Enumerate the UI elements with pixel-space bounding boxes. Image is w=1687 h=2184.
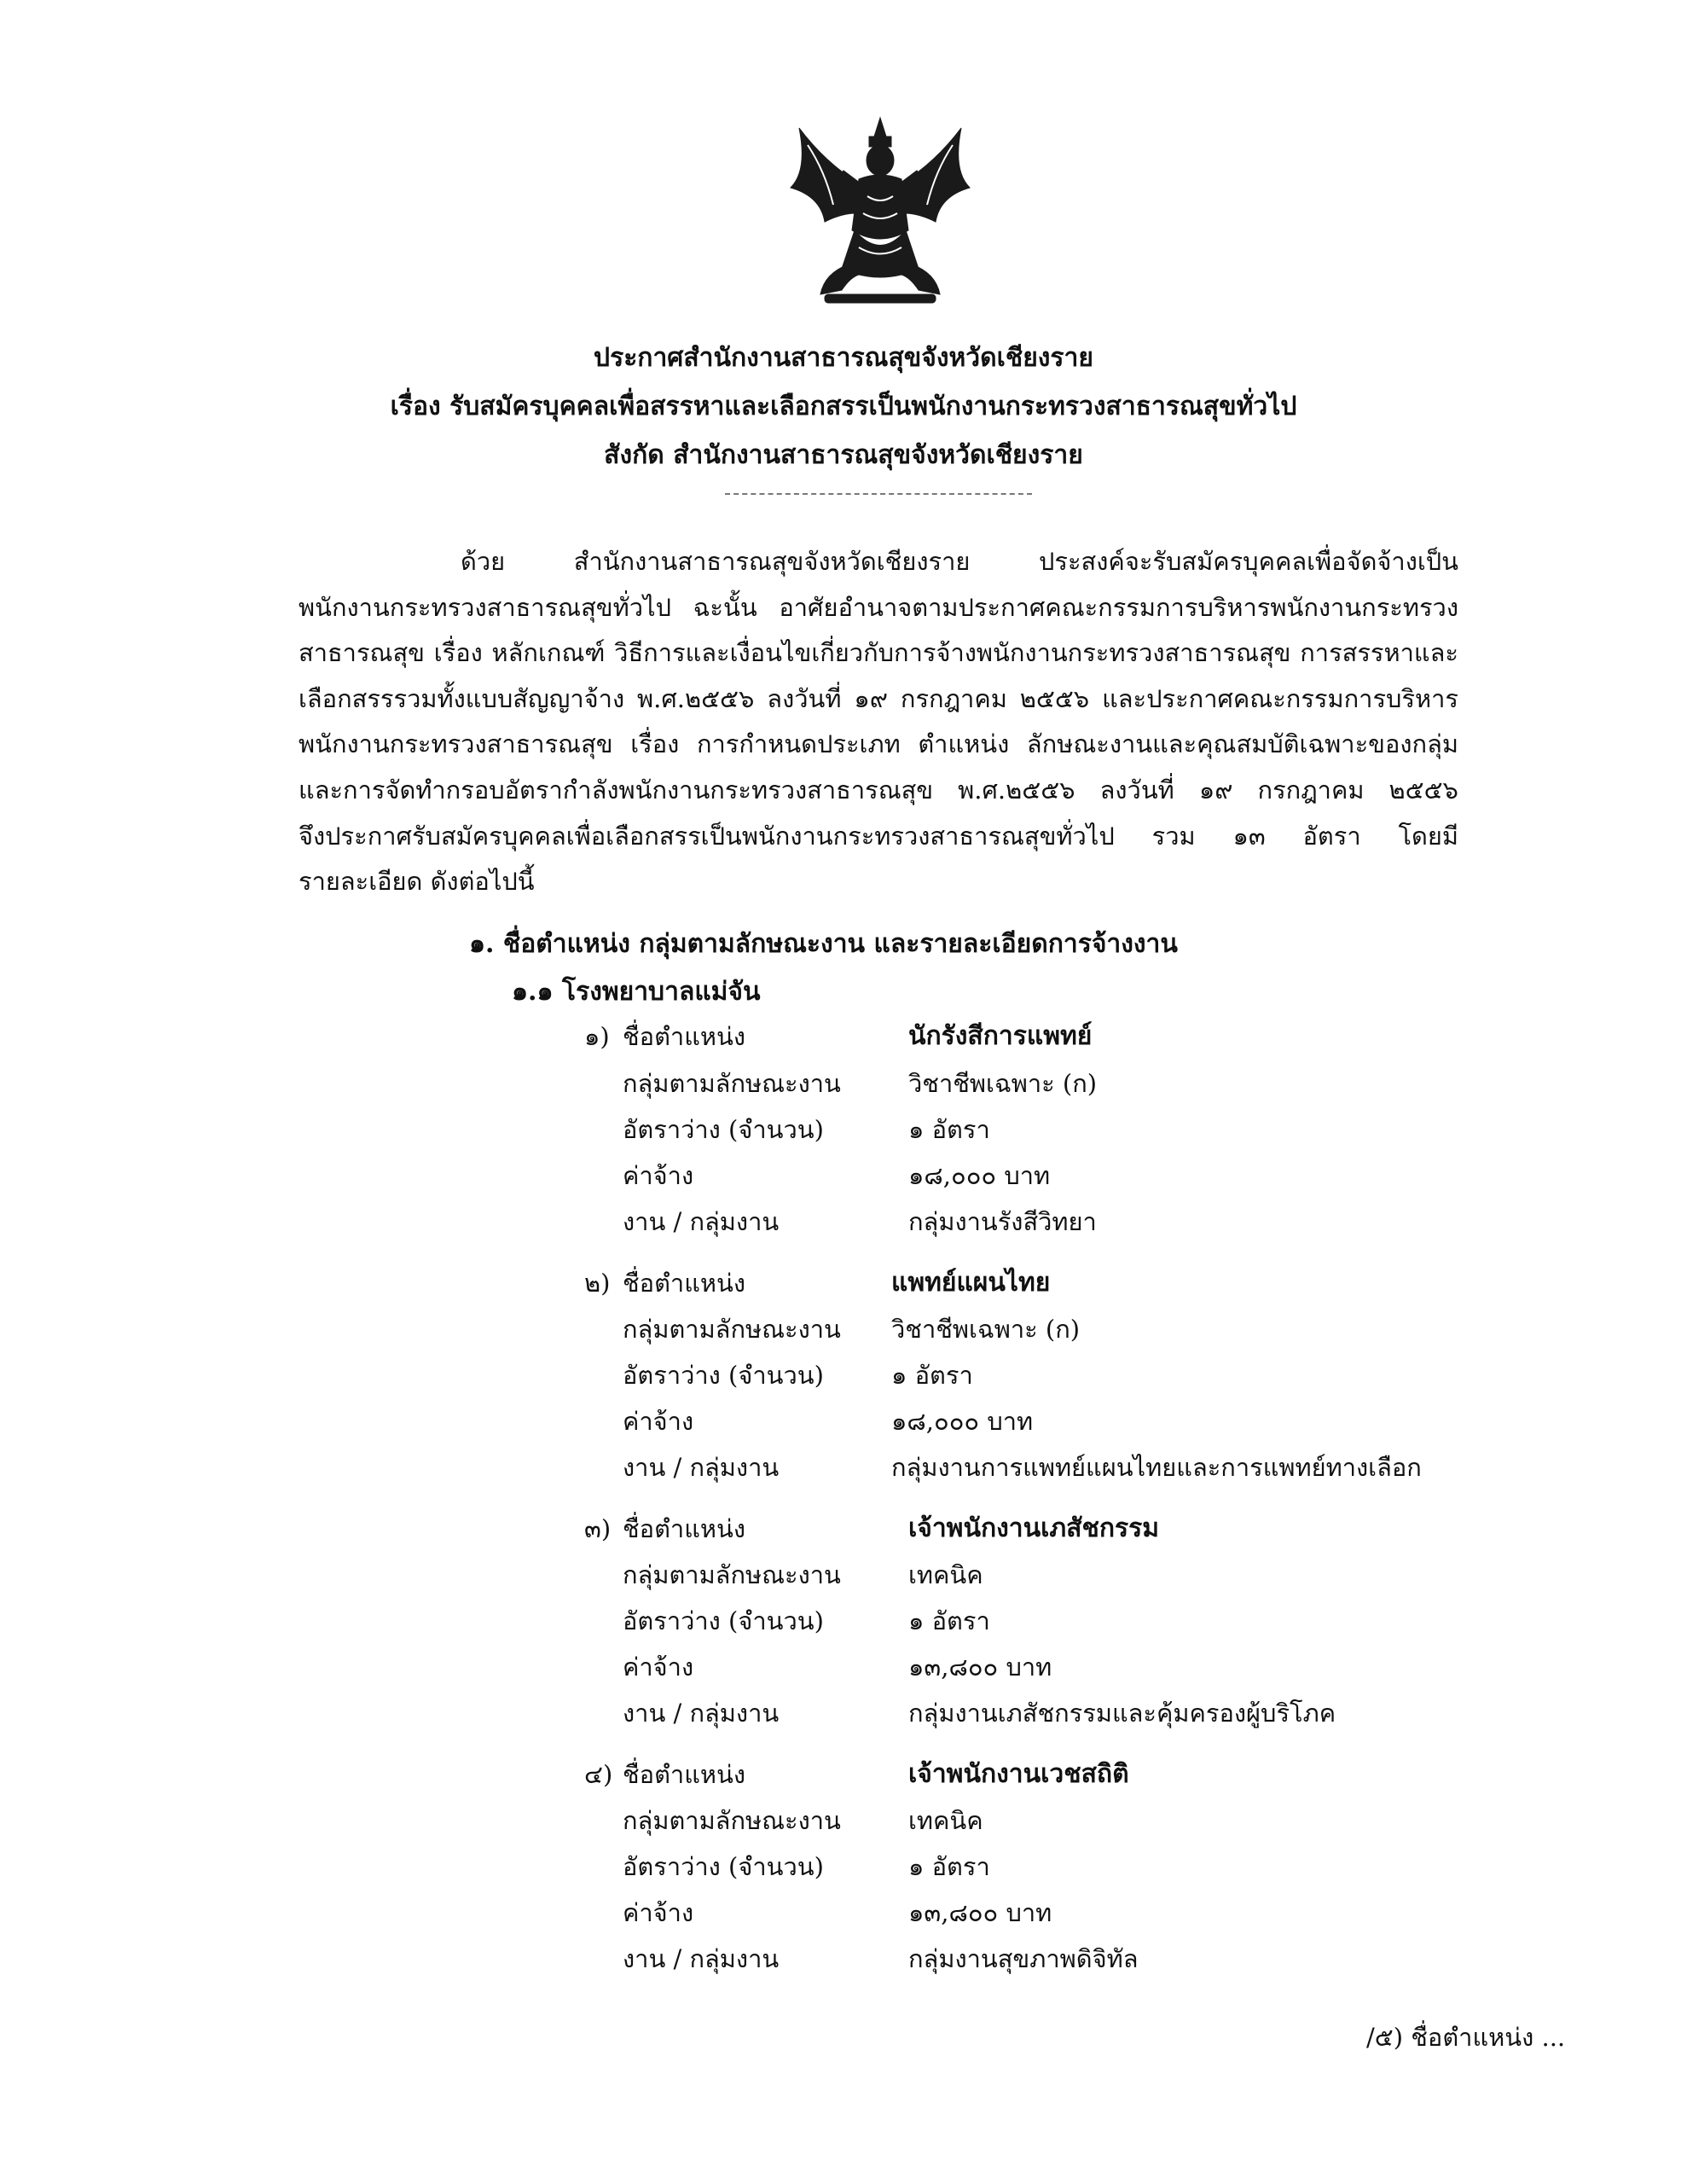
body-line-5 xyxy=(299,722,1458,768)
job-group-value: เทคนิค xyxy=(908,1806,983,1835)
position-name-label: ชื่อตำแหน่ง xyxy=(623,1269,746,1298)
position-3-vacancy-row xyxy=(0,1604,1687,1649)
job-group-value: วิชาชีพเฉพาะ (ก) xyxy=(891,1315,1081,1344)
position-1-wage-row xyxy=(0,1159,1687,1204)
work-group-label: งาน / กลุ่มงาน xyxy=(623,1207,780,1236)
announcement-subject: เรื่อง รับสมัครบุคคลเพื่อสรรหาและเลือกสรรเป็นพนักงานกระทรวงสาธารณสุขทั่วไป xyxy=(390,392,1297,421)
position-name-value: นักรังสีการแพทย์ xyxy=(908,1021,1093,1051)
vacancy-label: อัตราว่าง (จำนวน) xyxy=(623,1606,824,1635)
body-line-3 xyxy=(299,630,1458,677)
position-number: ๒) xyxy=(584,1269,611,1298)
work-group-label: งาน / กลุ่มงาน xyxy=(623,1699,780,1728)
body-word: ลักษณะงานและคุณสมบัติเฉพาะของกลุ่ม xyxy=(1026,729,1458,759)
body-word: เรื่อง xyxy=(630,729,680,759)
position-4-vacancy-row xyxy=(0,1850,1687,1895)
vacancy-label: อัตราว่าง (จำนวน) xyxy=(623,1115,824,1144)
body-word: สาธารณสุข xyxy=(299,638,425,668)
position-number: ๑) xyxy=(584,1022,610,1051)
wage-value: ๑๘,๐๐๐ บาท xyxy=(908,1161,1051,1190)
wage-label: ค่าจ้าง xyxy=(623,1161,694,1190)
title-divider xyxy=(725,493,1032,495)
body-word: พนักงานกระทรวงสาธารณสุขทั่วไป xyxy=(299,592,671,622)
body-word: อัตรา xyxy=(1302,821,1361,851)
position-3-workgroup-row xyxy=(0,1696,1687,1741)
body-word: ๑๙ xyxy=(1198,775,1233,804)
body-word: ๒๕๕๖ xyxy=(1019,683,1090,713)
body-word: ประสงค์จะรับสมัครบุคคลเพื่อจัดจ้างเป็น xyxy=(1039,547,1458,576)
work-group-value: กลุ่มงานเภสัชกรรมและคุ้มครองผู้บริโภค xyxy=(908,1699,1336,1728)
work-group-label: งาน / กลุ่มงาน xyxy=(623,1944,780,1973)
body-word: ๒๕๕๖ xyxy=(1388,775,1458,804)
body-word: กรกฎาคม xyxy=(1257,775,1365,804)
body-word: รายละเอียด ดังต่อไปนี้ xyxy=(299,867,535,897)
body-line-4 xyxy=(299,677,1458,723)
body-word: พ.ศ.๒๕๕๖ xyxy=(958,775,1075,804)
position-number: ๔) xyxy=(584,1760,613,1789)
body-word: ลงวันที่ xyxy=(1099,775,1174,804)
position-4-name-row xyxy=(0,1757,1687,1803)
body-word: อาศัยอำนาจตามประกาศคณะกรรมการบริหารพนักงานกระทรวง xyxy=(779,592,1458,622)
body-word: ๑๓ xyxy=(1232,821,1266,851)
body-line-7 xyxy=(299,814,1458,860)
position-name-value: เจ้าพนักงานเภสัชกรรม xyxy=(908,1513,1159,1543)
position-4-workgroup-row xyxy=(0,1942,1687,1987)
announcement-title: ประกาศสำนักงานสาธารณสุขจังหวัดเชียงราย xyxy=(594,343,1093,373)
body-word: ๑๙ xyxy=(854,683,888,713)
position-1-workgroup-row xyxy=(0,1205,1687,1250)
body-word: ลงวันที่ xyxy=(767,683,842,713)
job-group-label: กลุ่มตามลักษณะงาน xyxy=(623,1069,841,1098)
body-word: และประกาศคณะกรรมการบริหาร xyxy=(1102,683,1458,713)
position-3-jobgroup-row xyxy=(0,1558,1687,1603)
job-group-value: เทคนิค xyxy=(908,1560,983,1589)
wage-value: ๑๓,๘๐๐ บาท xyxy=(908,1653,1052,1682)
work-group-value: กลุ่มงานรังสีวิทยา xyxy=(908,1207,1097,1236)
body-word: การสรรหาและ xyxy=(1300,638,1458,668)
body-word: เลือกสรรรวมทั้งแบบสัญญาจ้าง xyxy=(299,683,625,713)
body-line-2 xyxy=(299,585,1458,631)
position-2-name-row xyxy=(0,1266,1687,1311)
wage-label: ค่าจ้าง xyxy=(623,1898,694,1927)
vacancy-label: อัตราว่าง (จำนวน) xyxy=(623,1361,824,1390)
job-group-label: กลุ่มตามลักษณะงาน xyxy=(623,1806,841,1835)
position-2-wage-row xyxy=(0,1404,1687,1449)
position-name-label: ชื่อตำแหน่ง xyxy=(623,1514,746,1543)
body-word: ด้วย xyxy=(461,547,506,576)
position-2-vacancy-row xyxy=(0,1358,1687,1403)
job-group-label: กลุ่มตามลักษณะงาน xyxy=(623,1315,841,1344)
body-word: ตำแหน่ง xyxy=(918,729,1010,759)
body-word: วิธีการและเงื่อนไขเกี่ยวกับการจ้างพนักงานกระทรวงสาธารณสุข xyxy=(614,638,1291,668)
announcement-affiliation: สังกัด สำนักงานสาธารณสุขจังหวัดเชียงราย xyxy=(604,440,1083,470)
position-1-jobgroup-row xyxy=(0,1066,1687,1112)
position-4-jobgroup-row xyxy=(0,1804,1687,1849)
body-word: หลักเกณฑ์ xyxy=(491,638,606,668)
work-group-value: กลุ่มงานสุขภาพดิจิทัล xyxy=(908,1944,1139,1973)
vacancy-value: ๑ อัตรา xyxy=(908,1606,990,1635)
body-word: รวม xyxy=(1151,821,1196,851)
garuda-emblem xyxy=(774,111,987,316)
position-1-name-row xyxy=(0,1019,1687,1065)
work-group-label: งาน / กลุ่มงาน xyxy=(623,1453,780,1482)
body-word: พ.ศ.๒๕๕๖ xyxy=(637,683,755,713)
vacancy-label: อัตราว่าง (จำนวน) xyxy=(623,1852,824,1881)
work-group-value: กลุ่มงานการแพทย์แผนไทยและการแพทย์ทางเลือก xyxy=(891,1453,1422,1482)
vacancy-value: ๑ อัตรา xyxy=(908,1852,990,1881)
wage-value: ๑๓,๘๐๐ บาท xyxy=(908,1898,1052,1927)
job-group-label: กลุ่มตามลักษณะงาน xyxy=(623,1560,841,1589)
wage-label: ค่าจ้าง xyxy=(623,1407,694,1436)
body-word: ฉะนั้น xyxy=(693,592,757,622)
position-3-wage-row xyxy=(0,1650,1687,1695)
position-number: ๓) xyxy=(584,1514,612,1543)
subsection-heading: ๑.๑ โรงพยาบาลแม่จัน xyxy=(512,977,761,1007)
wage-value: ๑๘,๐๐๐ บาท xyxy=(891,1407,1034,1436)
body-line-1 xyxy=(299,539,1458,585)
job-group-value: วิชาชีพเฉพาะ (ก) xyxy=(908,1069,1098,1098)
body-word: จึงประกาศรับสมัครบุคคลเพื่อเลือกสรรเป็นพนักงานกระทรวงสาธารณสุขทั่วไป xyxy=(299,821,1115,851)
announcement-body xyxy=(299,539,1458,905)
position-name-value: แพทย์แผนไทย xyxy=(891,1268,1051,1298)
body-word: และการจัดทำกรอบอัตรากำลังพนักงานกระทรวงสาธารณสุข xyxy=(299,775,934,804)
position-name-label: ชื่อตำแหน่ง xyxy=(623,1760,746,1789)
position-name-value: เจ้าพนักงานเวชสถิติ xyxy=(908,1759,1129,1789)
body-word: พนักงานกระทรวงสาธารณสุข xyxy=(299,729,613,759)
section-heading: ๑. ชื่อตำแหน่ง กลุ่มตามลักษณะงาน และรายละเอียดการจ้างงาน xyxy=(469,929,1178,959)
body-word: กรกฎาคม xyxy=(900,683,1007,713)
vacancy-value: ๑ อัตรา xyxy=(891,1361,973,1390)
body-word: เรื่อง xyxy=(433,638,483,668)
position-2-workgroup-row xyxy=(0,1450,1687,1496)
wage-label: ค่าจ้าง xyxy=(623,1653,694,1682)
position-2-jobgroup-row xyxy=(0,1312,1687,1357)
page-continuation: /๕) ชื่อตำแหน่ง ... xyxy=(1366,2023,1566,2052)
body-word: โดยมี xyxy=(1398,821,1458,851)
position-3-name-row xyxy=(0,1512,1687,1557)
position-name-label: ชื่อตำแหน่ง xyxy=(623,1022,746,1051)
position-4-wage-row xyxy=(0,1896,1687,1941)
position-1-vacancy-row xyxy=(0,1112,1687,1158)
body-line-8 xyxy=(299,859,1458,905)
body-line-6 xyxy=(299,768,1458,814)
vacancy-value: ๑ อัตรา xyxy=(908,1115,990,1144)
body-word: สำนักงานสาธารณสุขจังหวัดเชียงราย xyxy=(573,547,971,576)
body-word: การกำหนดประเภท xyxy=(696,729,901,759)
